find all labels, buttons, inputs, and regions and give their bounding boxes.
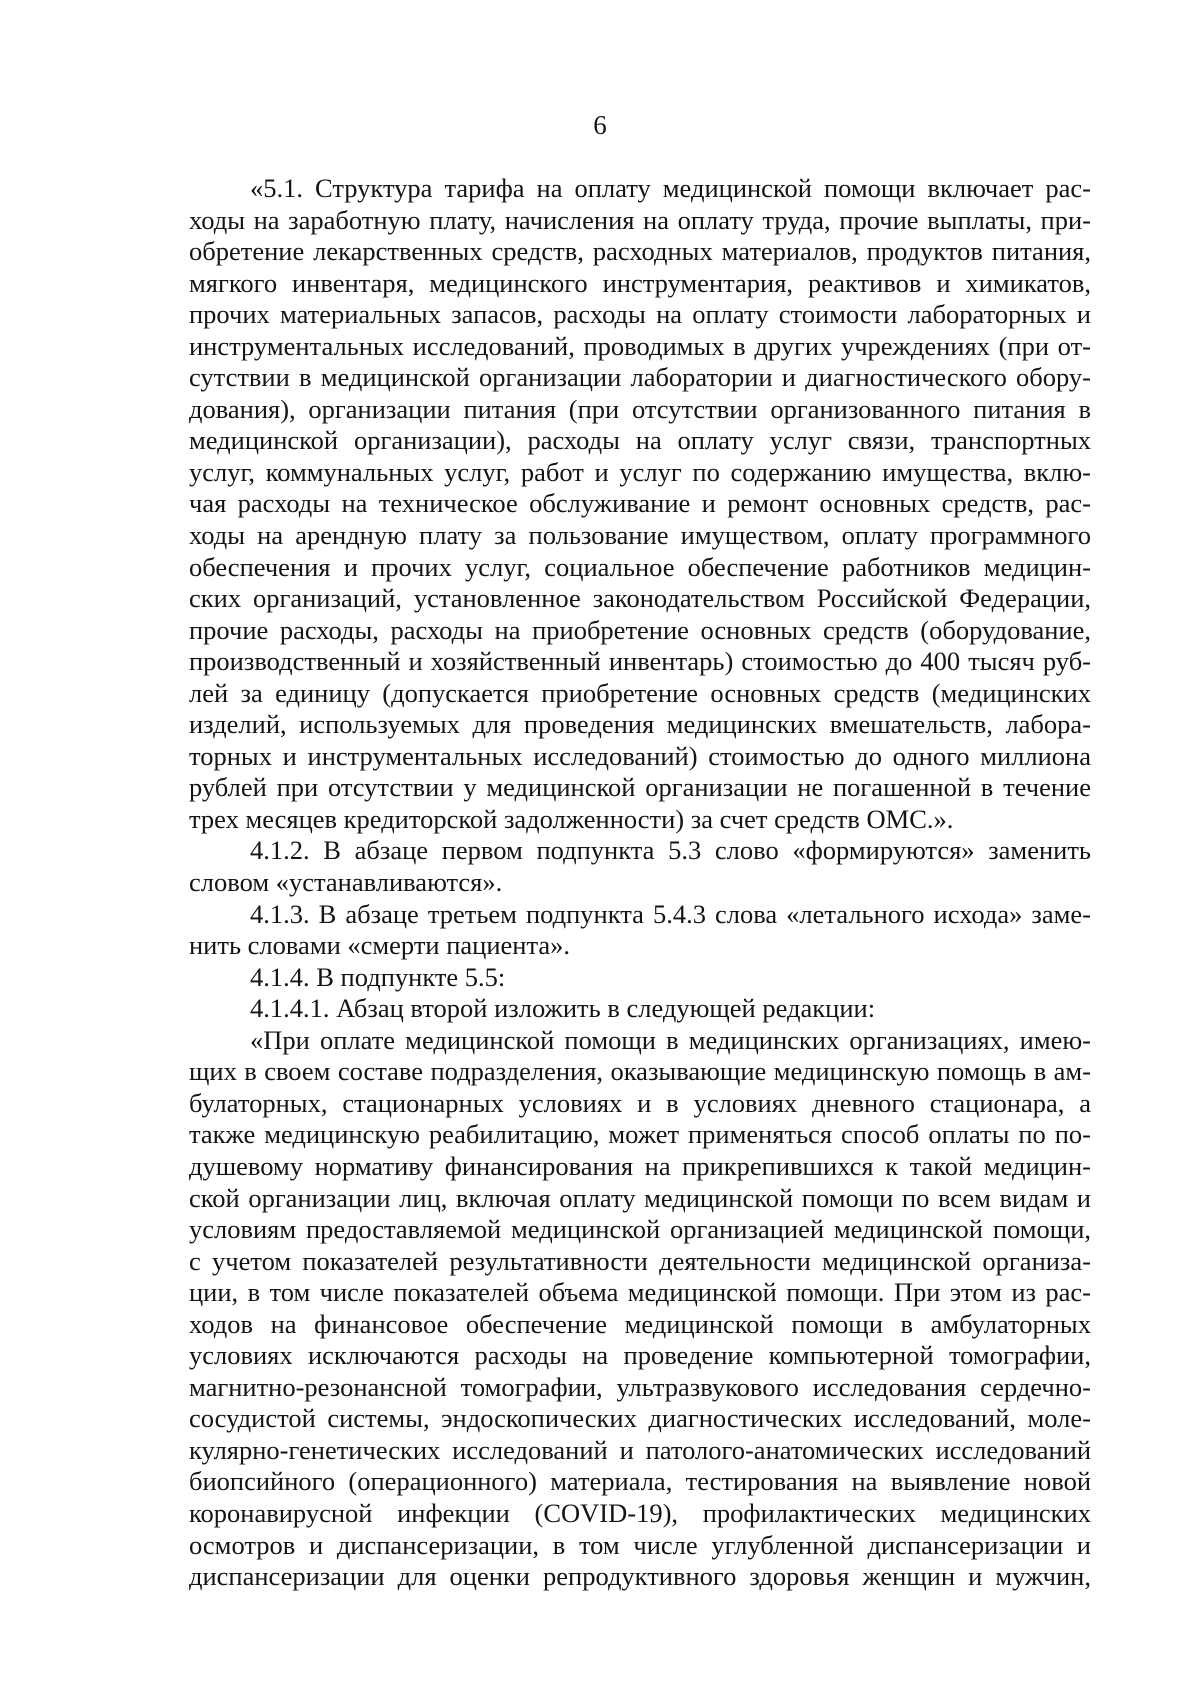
text-line: мягкого инвентаря, медицинского инструментария, реактивов и химикатов,	[189, 267, 1091, 298]
text-line: обеспечения и прочих услуг, социальное обеспечение работников медицин-	[189, 551, 1091, 582]
text-line: условиях исключаются расходы на проведение компьютерной томографии,	[189, 1340, 1091, 1371]
text-line: диспансеризации для оценки репродуктивного здоровья женщин и мужчин,	[189, 1561, 1091, 1592]
text-line: осмотров и диспансеризации, в том числе углубленной диспансеризации и	[189, 1529, 1091, 1560]
text-line: дования), организации питания (при отсутствии организованного питания в	[189, 393, 1091, 424]
text-line: инструментальных исследований, проводимых в других учреждениях (при от-	[189, 330, 1091, 361]
text-line: торных и инструментальных исследований) стоимостью до одного миллиона	[189, 740, 1091, 771]
text-line: сутствии в медицинской организации лаборатории и диагностического обору-	[189, 362, 1091, 393]
text-line: ходы на арендную плату за пользование имуществом, оплату программного	[189, 520, 1091, 551]
text-line: булаторных, стационарных условиях и в условиях дневного стационара, а	[189, 1087, 1091, 1118]
text-line: ходы на заработную плату, начисления на оплату труда, прочие выплаты, при-	[189, 204, 1091, 235]
text-line: сосудистой системы, эндоскопических диагностических исследований, моле-	[189, 1403, 1091, 1434]
text-line: услуг, коммунальных услуг, работ и услуг по содержанию имущества, вклю-	[189, 456, 1091, 487]
text-line: 4.1.3. В абзаце третьем подпункта 5.4.3 слова «летального исхода» заме-	[250, 898, 1091, 929]
text-line: коронавирусной инфекции (COVID-19), профилактических медицинских	[189, 1497, 1091, 1528]
text-line: «При оплате медицинской помощи в медицинских организациях, имею-	[250, 1024, 1091, 1055]
text-line: словом «устанавливаются».	[189, 867, 503, 898]
text-line: медицинской организации), расходы на оплату услуг связи, транспортных	[189, 425, 1091, 456]
text-line: производственный и хозяйственный инвентарь) стоимостью до 400 тысяч руб-	[189, 646, 1091, 677]
text-line: изделий, используемых для проведения медицинских вмешательств, лабора-	[189, 709, 1091, 740]
text-line: чая расходы на техническое обслуживание и ремонт основных средств, рас-	[189, 488, 1091, 519]
text-line: биопсийного (операционного) материала, тестирования на выявление новой	[189, 1466, 1091, 1497]
text-line: с учетом показателей результативности деятельности медицинской организа-	[189, 1245, 1091, 1276]
text-line: 4.1.2. В абзаце первом подпункта 5.3 слово «формируются» заменить	[250, 835, 1091, 866]
text-line: рублей при отсутствии у медицинской организации не погашенной в течение	[189, 772, 1091, 803]
page-number: 6	[593, 110, 607, 140]
text-line: ходов на финансовое обеспечение медицинской помощи в амбулаторных	[189, 1308, 1091, 1339]
text-line: кулярно-генетических исследований и патолого-анатомических исследований	[189, 1434, 1091, 1465]
text-line: щих в своем составе подразделения, оказывающие медицинскую помощь в ам-	[189, 1056, 1091, 1087]
document-body	[189, 173, 1091, 1593]
text-line: 4.1.4. В подпункте 5.5:	[250, 961, 506, 992]
text-line: трех месяцев кредиторской задолженности) за счет средств ОМС.».	[189, 803, 954, 834]
text-line: магнитно-резонансной томографии, ультразвукового исследования сердечно-	[189, 1371, 1091, 1402]
text-line: ции, в том числе показателей объема медицинской помощи. При этом из рас-	[189, 1277, 1091, 1308]
text-line: нить словами «смерти пациента».	[189, 930, 571, 961]
text-line: прочие расходы, расходы на приобретение основных средств (оборудование,	[189, 614, 1091, 645]
text-line: обретение лекарственных средств, расходных материалов, продуктов питания,	[189, 236, 1091, 267]
text-line: ской организации лиц, включая оплату медицинской помощи по всем видам и	[189, 1182, 1091, 1213]
text-line: лей за единицу (допускается приобретение основных средств (медицинских	[189, 677, 1091, 708]
text-line: ских организаций, установленное законодательством Российской Федерации,	[189, 583, 1091, 614]
text-line: прочих материальных запасов, расходы на оплату стоимости лабораторных и	[189, 299, 1091, 330]
text-line: 4.1.4.1. Абзац второй изложить в следующей редакции:	[250, 993, 876, 1024]
text-line: также медицинскую реабилитацию, может применяться способ оплаты по по-	[189, 1119, 1091, 1150]
text-line: условиям предоставляемой медицинской организацией медицинской помощи,	[189, 1214, 1091, 1245]
text-line: душевому нормативу финансирования на прикрепившихся к такой медицин-	[189, 1150, 1091, 1181]
text-line: «5.1. Структура тарифа на оплату медицинской помощи включает рас-	[250, 173, 1091, 203]
